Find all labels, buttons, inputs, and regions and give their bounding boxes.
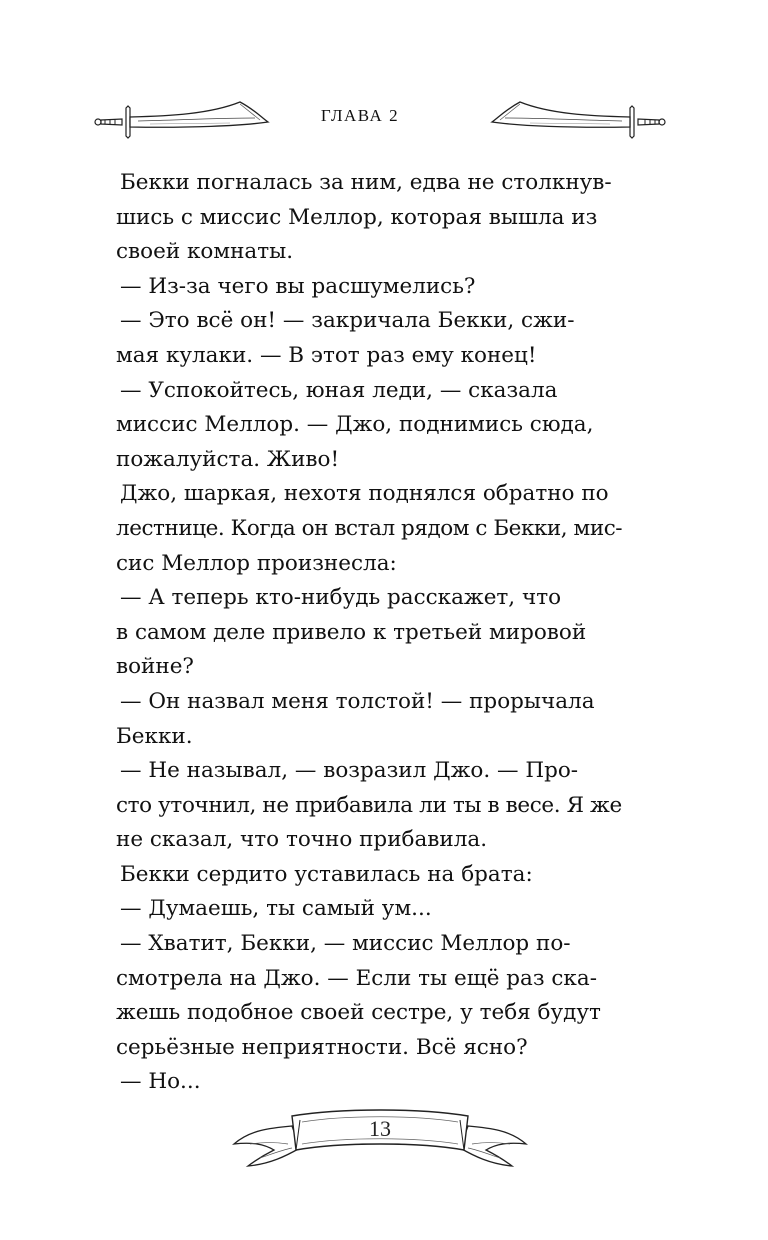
page-footer xyxy=(230,1104,530,1174)
text-line: — Но... xyxy=(120,1069,201,1095)
text-line: шись с миссис Меллор, которая вышла из xyxy=(116,204,598,230)
page-number: 13 xyxy=(369,1116,391,1141)
text-line: — Думаешь, ты самый ум... xyxy=(120,896,432,922)
text-line: смотрела на Джо. — Если ты ещё раз ска- xyxy=(116,965,597,991)
text-line: мая кулаки. — В этот раз ему конец! xyxy=(116,342,537,368)
chapter-title: ГЛАВА 2 xyxy=(320,106,400,125)
text-line: сто уточнил, не прибавила ли ты в весе. Я же xyxy=(116,792,622,818)
text-line: своей комнаты. xyxy=(116,239,294,265)
text-line: Бекки погналась за ним, едва не столкнув- xyxy=(120,170,612,195)
text-line: сис Меллор произнесла: xyxy=(116,550,397,576)
text-line: — Хватит, Бекки, — миссис Меллор по- xyxy=(120,931,571,957)
text-line: — Не называл, — возразил Джо. — Про- xyxy=(120,758,579,784)
text-line: войне? xyxy=(116,654,194,680)
text-line: миссис Меллор. — Джо, поднимись сюда, xyxy=(116,412,594,438)
text-line: в самом деле привело к третьей мировой xyxy=(116,619,587,645)
text-line: лестнице. Когда он встал рядом с Бекки, мис- xyxy=(116,515,623,541)
body-text xyxy=(116,166,622,1100)
text-line: пожалуйста. Живо! xyxy=(116,446,340,472)
text-line: — Успокойтесь, юная леди, — сказала xyxy=(120,377,558,403)
text-line: Бекки. xyxy=(116,723,193,749)
text-line: жешь подобное своей сестре, у тебя будут xyxy=(116,1000,601,1026)
text-line: Джо, шаркая, нехотя поднялся обратно по xyxy=(120,481,609,507)
text-line: — Из-за чего вы расшумелись? xyxy=(120,273,476,299)
chapter-header xyxy=(80,96,640,144)
text-line: не сказал, что точно прибавила. xyxy=(116,827,488,853)
text-line: — Это всё он! — закричала Бекки, сжи- xyxy=(120,308,575,334)
right-sword-ornament xyxy=(480,96,670,144)
text-line: — А теперь кто-нибудь расскажет, что xyxy=(120,585,562,611)
text-line: Бекки сердито уставилась на брата: xyxy=(120,861,533,887)
text-line: — Он назвал меня толстой! — прорычала xyxy=(120,688,595,714)
text-line: серьёзные неприятности. Всё ясно? xyxy=(116,1034,528,1060)
